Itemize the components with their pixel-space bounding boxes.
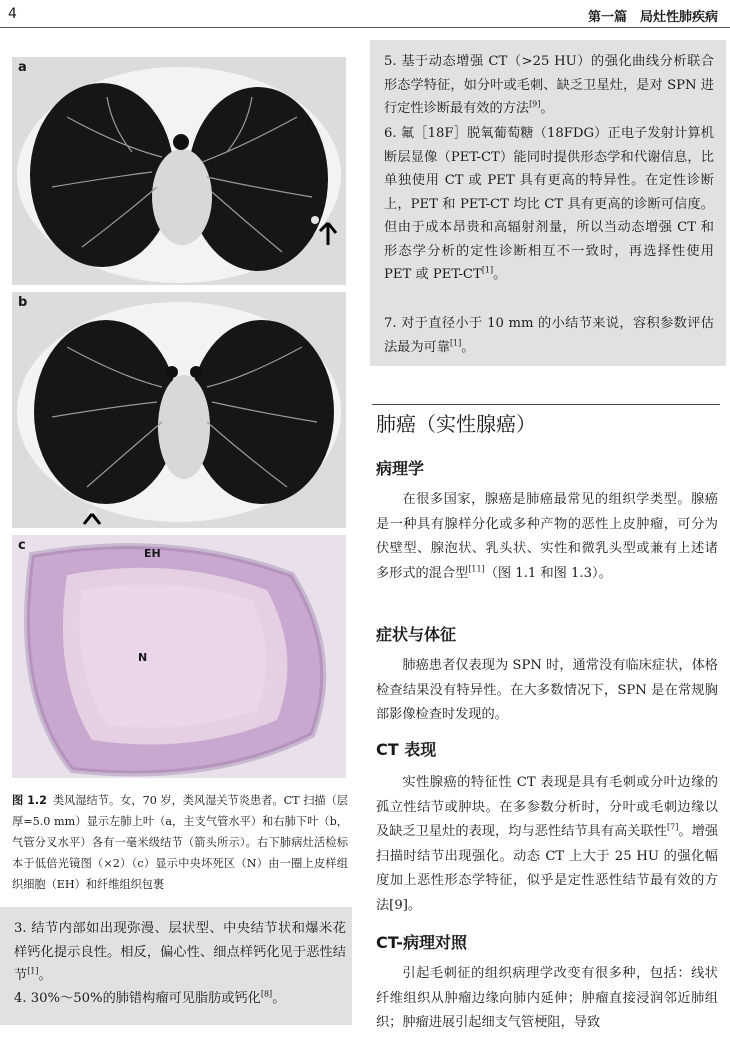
section-rule [372,404,720,405]
key-points-box-left [0,907,352,1025]
figure-caption [12,790,348,895]
annotation-n: N [138,651,148,664]
list-item: 7. 对于直径小于 10 mm 的小结节来说，容积参数评估法最为可靠[1]。 [384,316,714,355]
caption-text: 类风湿结节。女，70 岁，类风湿关节炎患者。CT 扫描（层厚=5.0 mm）显示左肺上叶（a，主支气管水平）和右肺下叶（b，气管分叉水平）各有一毫米级结节（箭头所示）。右下肺病灶活检标本于低倍光镜图（×2）（c）显示中央坏死区（N）由一圈上皮样组织细胞（EH）和纤维组织包裹 [12,794,348,891]
subheading-pathology: 病理学 [376,459,425,478]
list-item: 6. 氟［18F］脱氧葡萄糖（18FDG）正电子发射计算机断层显像（PET-CT）能同时提供形态学和代谢信息，比单独使用 CT 或 PET 具有更高的特异性。在定性诊断上，PET 和 PET-CT 均比 CT 具有更高的诊断可信度。但由于成本昂贵和高辐射剂量，所以当动态增强 CT 和形态学分析的定性诊断相互不一致时，再选择性使用 PET 或 PET-CT[1]。 [384,126,714,282]
header-rule [0,27,730,28]
figure-panel-b [12,292,346,528]
subheading-ct-findings: CT 表现 [376,740,437,759]
caption-number: 图 1.2 [12,794,47,807]
list-item: 3. 结节内部如出现弥漫、层状型、中央结节状和爆米花样钙化提示良性。相反，偏心性、细点样钙化见于恶性结节[1]。 [14,921,346,983]
paragraph-ct-pathology: 引起毛刺征的组织病理学改变有很多种，包括：线状纤维组织从肿瘤边缘向肺内延伸；肿瘤直接浸润邻近肺组织；肿瘤进展引起细支气管梗阻，导致 [376,966,718,1031]
ct-scan-image-a [12,57,346,285]
figure-panel-c [12,535,346,778]
panel-label-a: a [18,60,27,75]
list-item: 5. 基于动态增强 CT（>25 HU）的强化曲线分析联合形态学特征，如分叶或毛刺、缺乏卫星灶，是对 SPN 进行定性诊断最有效的方法[9]。 [384,54,714,116]
paragraph-symptoms: 肺癌患者仅表现为 SPN 时，通常没有临床症状，体格检查结果没有特异性。在大多数情况下，SPN 是在常规胸部影像检查时发现的。 [376,658,718,723]
paragraph-pathology: 在很多国家，腺癌是肺癌最常见的组织学类型。腺癌是一种具有腺样分化或多种产物的恶性上皮肿瘤，可分为伏壁型、腺泡状、乳头状、实性和微乳头型或兼有上述诸多形式的混合型[11]（图 1.1 和图 1.3）。 [376,492,718,581]
list-item: 4. 30%～50%的肺错构瘤可见脂肪或钙化[8]。 [14,989,286,1006]
paragraph-ct-findings: 实性腺癌的特征性 CT 表现是具有毛刺或分叶边缘的孤立性结节或肿块。在多参数分析时，分叶或毛刺边缘以及缺乏卫星灶的表现，均与恶性结节具有高关联性[7]。增强扫描时结节出现强化。动态 CT 上大于 25 HU 的强化幅度加上恶性形态学特征，似乎是定性恶性结节最有效的方法[9]。 [376,775,719,913]
panel-label-b: b [18,295,28,310]
subheading-symptoms: 症状与体征 [376,625,457,644]
figure-panel-a [12,57,346,285]
annotation-eh: EH [144,547,161,560]
running-title: 第一篇 局灶性肺疾病 [587,10,718,25]
histology-image-c [12,535,346,778]
page-number: 4 [8,6,17,22]
panel-label-c: c [18,538,26,553]
key-points-box-right [370,40,726,366]
section-title: 肺癌（实性腺癌） [376,412,536,436]
subheading-ct-pathology: CT-病理对照 [376,933,467,952]
ct-scan-image-b [12,292,346,528]
